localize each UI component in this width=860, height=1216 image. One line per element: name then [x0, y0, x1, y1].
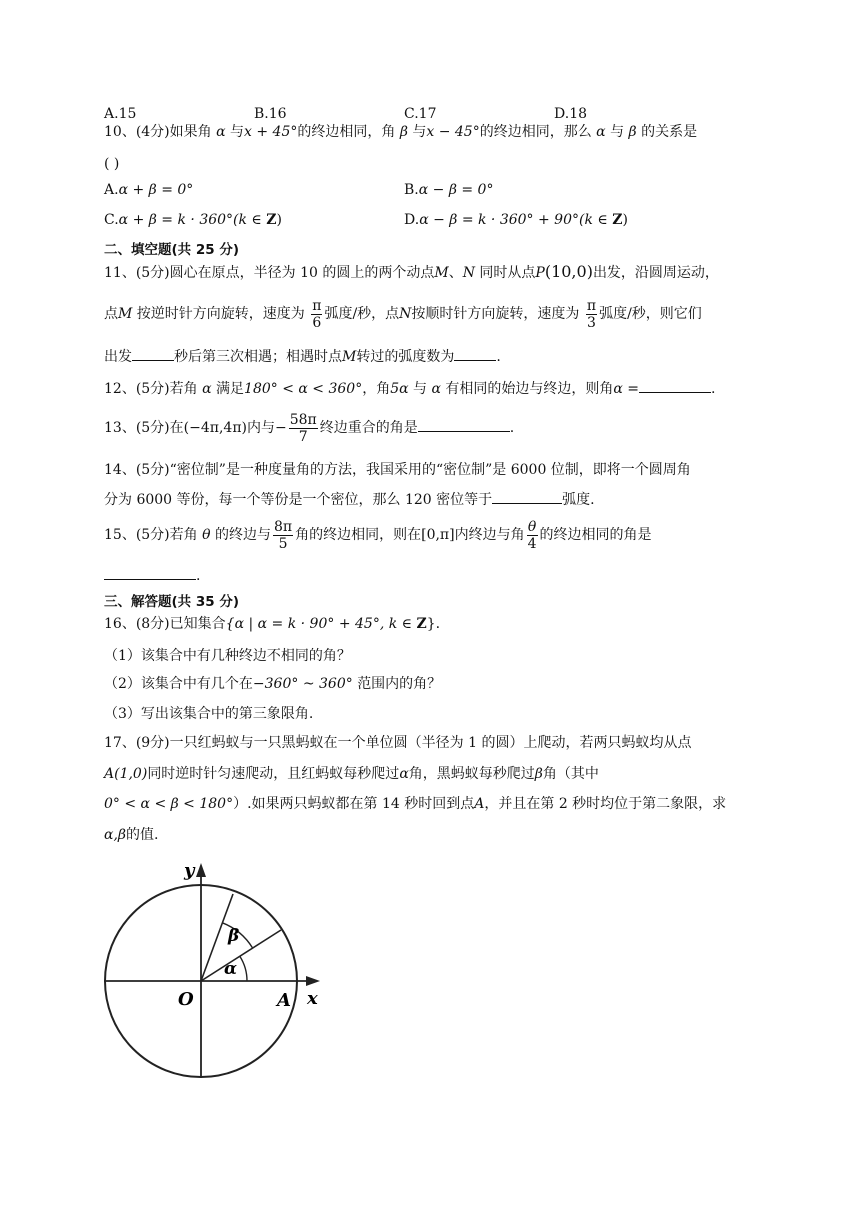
q14-blank[interactable]	[492, 489, 562, 504]
q11-blank-2[interactable]	[454, 346, 496, 361]
q17-line4: α,β的值.	[104, 827, 159, 843]
q10-option-d: D.α − β = k · 360° + 90°(k ∈ Z)	[404, 212, 628, 228]
q9-option-b: B.16	[254, 106, 287, 122]
ray-alpha	[201, 930, 281, 981]
section-fill-in-heading: 二、填空题(共 25 分)	[104, 242, 240, 258]
q16-stem: 16、(8分)已知集合{α | α = k · 90° + 45°, k ∈ Z}.	[104, 616, 441, 632]
label-y: y	[184, 860, 195, 881]
q11-blank-1[interactable]	[132, 346, 174, 361]
q16-sub2: （2）该集合中有几个在−360° ~ 360° 范围内的角？	[104, 676, 442, 692]
q15-line2: .	[104, 565, 200, 586]
q13-fraction: $\frac{58\pi}{7}$	[289, 411, 317, 445]
q11-line1: 11、(5分)圆心在原点，半径为 10 的圆上的两个动点M、N 同时从点P(10,0)出发，沿圆周运动，	[104, 262, 719, 281]
y-axis-arrow	[196, 863, 206, 877]
q15-line1: 15、(5分)若角 θ 的终边与 $\frac{8\pi}{5}$ 角的终边相同，则在[0,π]内终边与角 $\frac{\theta}{4}$ 的终边相同的角是	[104, 518, 652, 552]
x-axis-arrow	[306, 976, 320, 986]
label-alpha: α	[224, 959, 238, 979]
q15-fraction-theta-4: $\frac{\theta}{4}$	[527, 518, 537, 552]
arc-alpha	[240, 956, 247, 981]
q15-blank[interactable]	[104, 565, 196, 580]
q10-option-c: C.α + β = k · 360°(k ∈ Z)	[104, 212, 282, 228]
q11-speed-n-fraction: $\frac{\pi}{3}$	[586, 297, 597, 331]
q9-option-d: D.18	[554, 106, 588, 122]
q15-fraction-8pi-5: $\frac{8\pi}{5}$	[274, 518, 293, 552]
q16-sub1: （1）该集合中有几种终边不相同的角？	[104, 648, 351, 664]
q12-blank[interactable]	[639, 378, 711, 393]
q9-option-c: C.17	[404, 106, 437, 122]
label-x: x	[307, 988, 318, 1009]
q11-speed-m-fraction: $\frac{\pi}{6}$	[312, 297, 322, 331]
q13-line: 13、(5分)在(−4π,4π)内与− $\frac{58\pi}{7}$ 终边重合的角是 .	[104, 411, 515, 445]
q17-line1: 17、(9分)一只红蚂蚁与一只黑蚂蚁在一个单位圆（半径为 1 的圆）上爬动，若两只蚂蚁均从点	[104, 735, 692, 751]
q12-line: 12、(5分)若角 α 满足180° < α < 360°，角5α 与 α 有相同的始边与终边，则角α = .	[104, 378, 716, 399]
q14-line1: 14、(5分)“密位制”是一种度量角的方法，我国采用的“密位制”是 6000 位制，即将一个圆周角	[104, 462, 691, 478]
section-solution-heading: 三、解答题(共 35 分)	[104, 594, 240, 610]
q10-option-b: B.α − β = 0°	[404, 182, 494, 198]
q10-option-a: A.α + β = 0°	[104, 182, 194, 198]
label-beta: β	[228, 926, 240, 946]
label-point-a: A	[277, 990, 291, 1011]
q10-stem: 10、(4分)如果角 α 与x + 45°的终边相同，角 β 与x − 45°的终边相同，那么 α 与 β 的关系是	[104, 124, 698, 140]
q11-line2: 点M 按逆时针方向旋转，速度为 $\frac{\pi}{6}$ 弧度/秒，点N按顺时针方向旋转，速度为 $\frac{\pi}{3}$ 弧度/秒，则它们	[104, 297, 702, 331]
unit-circle-figure	[100, 858, 330, 1083]
q13-blank[interactable]	[418, 417, 510, 432]
q17-line3: 0° < α < β < 180°）.如果两只蚂蚁都在第 14 秒时回到点A，并且在第 2 秒时均位于第二象限，求	[104, 796, 727, 812]
q16-sub3: （3）写出该集合中的第三象限角.	[104, 706, 314, 722]
q17-line2: A(1,0)同时逆时针匀速爬动，且红蚂蚁每秒爬过α角，黑蚂蚁每秒爬过β角（其中	[104, 766, 599, 782]
q11-line3: 出发 秒后第三次相遇；相遇时点M转过的弧度数为 .	[104, 346, 501, 367]
q10-answer-paren: ( )	[104, 156, 120, 172]
q9-option-a: A.15	[104, 106, 137, 122]
label-origin: O	[178, 989, 194, 1010]
q14-line2: 分为 6000 等份，每一个等份是一个密位，那么 120 密位等于 弧度.	[104, 489, 595, 510]
